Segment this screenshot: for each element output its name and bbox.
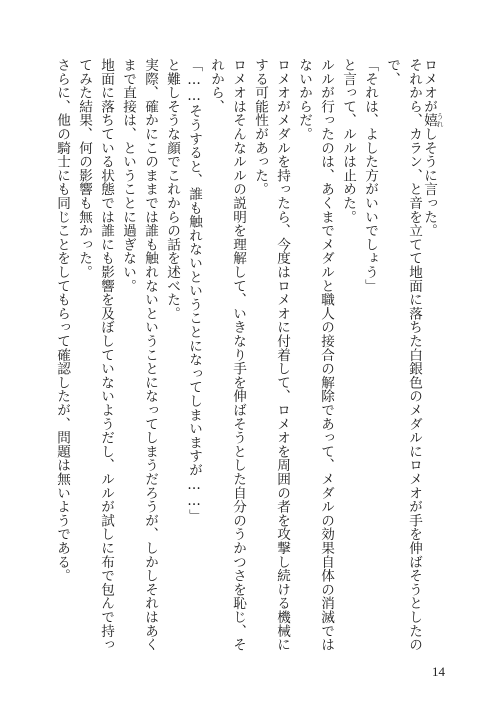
text-column: 「それは、よした方がいいでしょう」: [362, 58, 378, 293]
text-column: と言って、ルルは止めた。: [340, 58, 356, 224]
text-column: ロメオはそんなルルの説明を理解して、いきなり手を伸ばそうとした自分のうかつさを恥じ、そ: [230, 58, 246, 652]
text-column: 地面に落ちている状態では誰にも影響を及ぼしていないようだし、ルルが試しに布で包んで持っ: [98, 58, 114, 652]
text-column: ルルが行ったのは、あくまでメダルと職人の接合の解除であって、メダルの効果自体の消滅では: [318, 58, 334, 652]
text-column: 「……そうすると、誰も触れないということになってしまいますが……」: [186, 58, 202, 523]
text-column: 実際、確かにこのままでは誰も触れないということになってしまうだろうが、しかしそれはあく: [142, 58, 158, 652]
text-column: まで直接は、ということに過ぎない。: [120, 58, 136, 293]
text-column: で、: [384, 58, 400, 86]
text-column: さらに、他の騎士にも同じことをしてもらって確認したが、問題は無いようである。: [54, 58, 70, 583]
text-column: れから、: [208, 58, 224, 114]
text-column: ないからだ。: [296, 58, 312, 141]
text-column: ロメオがメダルを持ったら、今度はロメオに付着して、ロメオを周囲の者を攻撃し続ける機械に: [274, 58, 290, 652]
page-number: 14: [432, 664, 445, 679]
text-column: それから、カラン、と音を立てて地面に落ちた白銀色のメダルにロメオが手を伸ばそうとしたの: [406, 58, 422, 652]
text-column: する可能性があった。: [252, 58, 268, 196]
text-column: ロメオが嬉 うれしそうに言った。: [421, 58, 444, 238]
text-column: と難しそうな顔でこれからの話を述べた。: [164, 58, 180, 321]
ruby-annotation: 嬉 うれ: [421, 112, 444, 128]
text-column: てみた結果、何の影響も無かった。: [76, 58, 92, 279]
